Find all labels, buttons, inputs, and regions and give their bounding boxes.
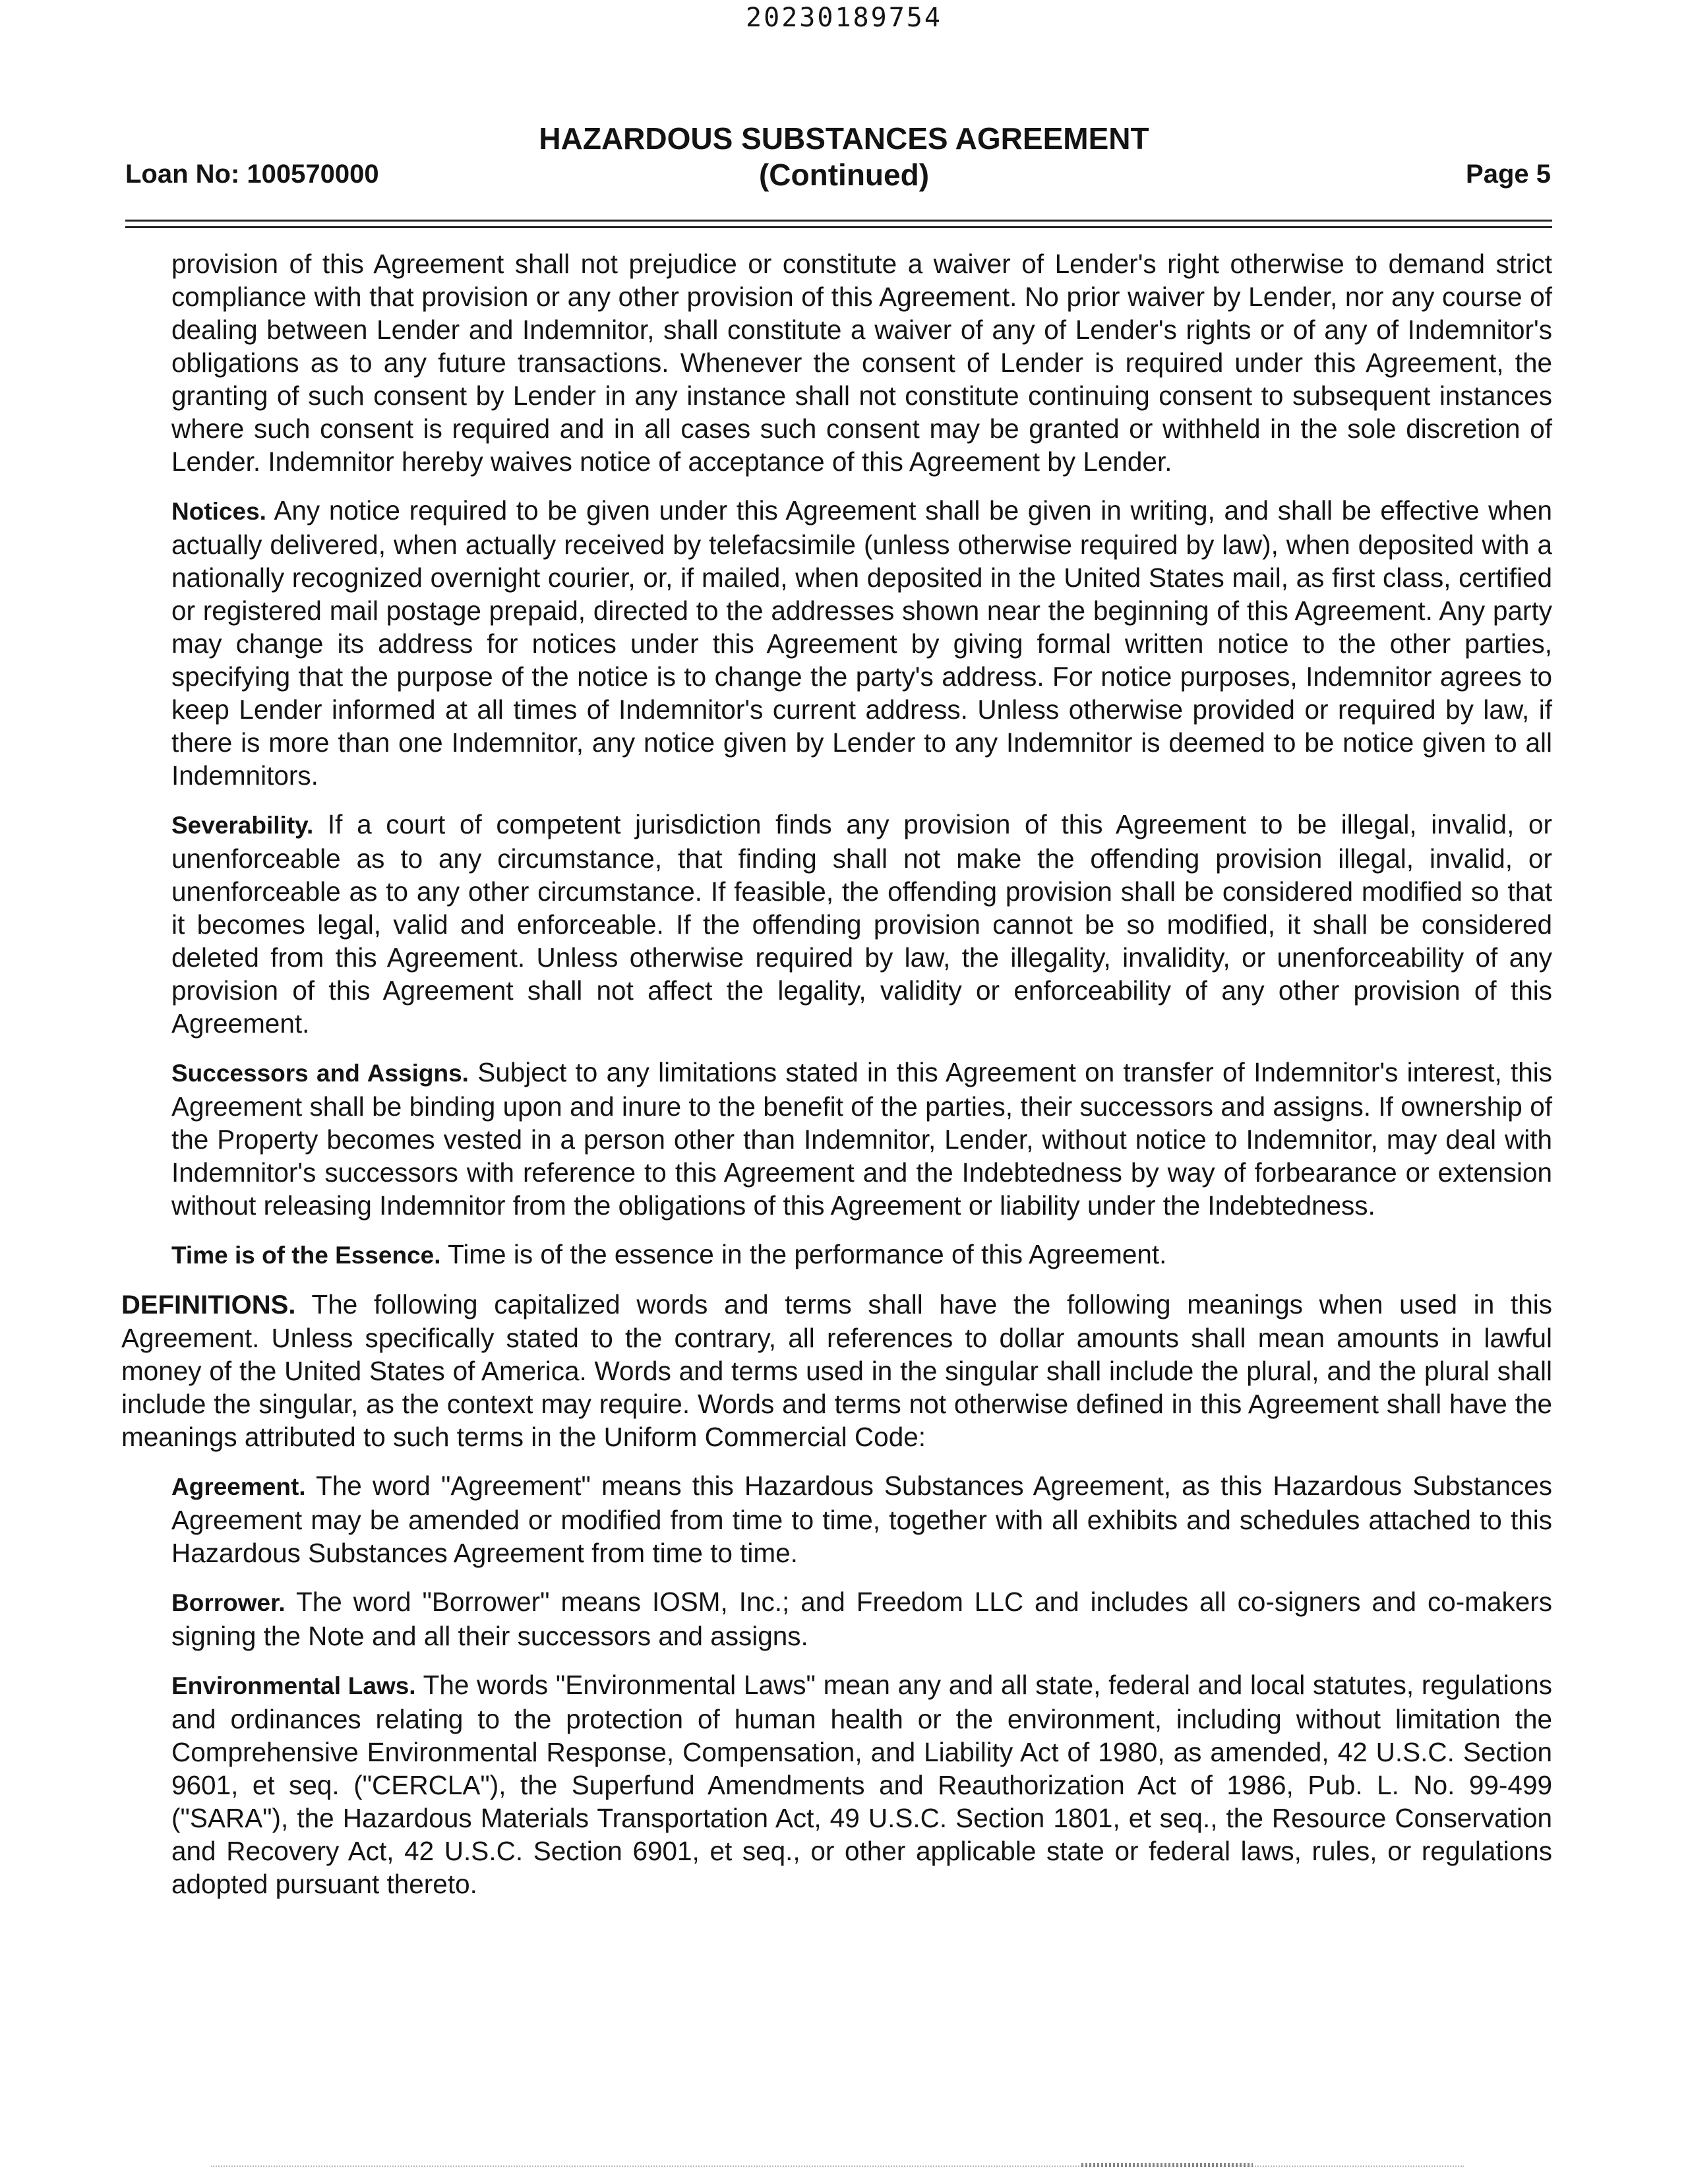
paragraph-successors	[171, 1056, 1552, 1222]
page-number: Page 5	[1466, 160, 1551, 189]
document-title: HAZARDOUS SUBSTANCES AGREEMENT	[539, 121, 1149, 156]
scan-artifact-line	[211, 2166, 1464, 2168]
paragraph-definitions	[121, 1288, 1552, 1453]
paragraph-text: Time is of the essence in the performance of this Agreement.	[448, 1239, 1167, 1269]
definition-agreement	[171, 1469, 1552, 1569]
document-body	[0, 247, 1688, 1916]
paragraph-heading: Environmental Laws.	[171, 1672, 416, 1699]
paragraph-severability	[171, 808, 1552, 1040]
loan-number: Loan No: 100570000	[125, 160, 379, 189]
paragraph-text: Any notice required to be given under this Agreement shall be given in writing, and shall be effective when actually delivered, when actually received by telefacsimile (unless otherwise required by law), when deposited with a nationally recognized overnight courier, or, if mailed, when deposited in the United States mail, as first class, certified or registered mail postage prepaid, directed to the addresses shown near the beginning of this Agreement. Any party may change its address for notices under this Agreement by giving formal written notice to the other parties, specifying that the purpose of the notice is to change the party's address. For notice purposes, Indemnitor agrees to keep Lender informed at all times of Indemnitor's current address. Unless otherwise provided or required by law, if there is more than one Indemnitor, any notice given by Lender to any Indemnitor is deemed to be notice given to all Indemnitors.	[171, 495, 1552, 791]
paragraph-heading: Successors and Assigns.	[171, 1060, 469, 1087]
paragraph-heading: Time is of the Essence.	[171, 1242, 441, 1269]
paragraph-text: Subject to any limitations stated in this Agreement on transfer of Indemnitor's interest, this Agreement shall be binding upon and inure to the benefit of the parties, their successors and assigns. If ownership of the Property becomes vested in a person other than Indemnitor, Lender, without notice to Indemnitor, may deal with Indemnitor's successors with reference to this Agreement and the Indebtedness by way of forbearance or extension without releasing Indemnitor from the obligations of this Agreement or liability under the Indebtedness.	[171, 1057, 1552, 1221]
continued-label: (Continued)	[758, 158, 930, 192]
definition-environmental-laws	[171, 1668, 1552, 1900]
paragraph-text: The word "Borrower" means IOSM, Inc.; and Freedom LLC and includes all co-signers and co-makers signing the Note and all their successors and assigns.	[171, 1587, 1553, 1651]
paragraph-notices	[171, 494, 1552, 792]
definition-borrower	[171, 1585, 1552, 1653]
paragraph-heading: Borrower.	[171, 1589, 286, 1616]
paragraph-heading: Notices.	[171, 498, 266, 525]
paragraph-text: provision of this Agreement shall not prejudice or constitute a waiver of Lender's right otherwise to demand strict compliance with that provision or any other provision of this Agreement. No prior waiver by Lender, nor any course of dealing between Lender and Indemnitor, shall constitute a waiver of any of Lender's rights or of any of Indemnitor's obligations as to any future transactions. Whenever the consent of Lender is required under this Agreement, the granting of such consent by Lender in any instance shall not constitute continuing consent to subsequent instances where such consent is required and in all cases such consent may be granted or withheld in the sole discretion of Lender. Indemnitor hereby waives notice of acceptance of this Agreement by Lender.	[171, 249, 1552, 477]
paragraph-heading: Agreement.	[171, 1473, 306, 1500]
section-heading: DEFINITIONS.	[121, 1290, 296, 1320]
paragraph-text: The word "Agreement" means this Hazardous Substances Agreement, as this Hazardous Substances Agreement may be amended or modified from time to time, together with all exhibits and schedules attached to this Hazardous Substances Agreement from time to time.	[171, 1471, 1553, 1568]
document-number: 20230189754	[746, 3, 942, 33]
paragraph-text: If a court of competent jurisdiction finds any provision of this Agreement to be illegal, invalid, or unenforceable as to any circumstance, that finding shall not make the offending provision illegal, invalid, or unenforceable as to any other circumstance. If feasible, the offending provision shall be considered modified so that it becomes legal, valid and enforceable. If the offending provision cannot be so modified, it shall be considered deleted from this Agreement. Unless otherwise required by law, the illegality, invalidity, or unenforceability of any provision of this Agreement shall not affect the legality, validity or enforceability of any other provision of this Agreement.	[171, 809, 1552, 1039]
scan-artifact-bar	[1081, 2163, 1253, 2167]
paragraph-text: The words "Environmental Laws" mean any and all state, federal and local statutes, regulations and ordinances relating to the protection of human health or the environment, including without limitation the Comprehensive Environmental Response, Compensation, and Liability Act of 1980, as amended, 42 U.S.C. Section 9601, et seq. ("CERCLA"), the Superfund Amendments and Reauthorization Act of 1986, Pub. L. No. 99-499 ("SARA"), the Hazardous Materials Transportation Act, 49 U.S.C. Section 1801, et seq., the Resource Conservation and Recovery Act, 42 U.S.C. Section 6901, et seq., or other applicable state or federal laws, rules, or regulations adopted pursuant thereto.	[171, 1670, 1552, 1899]
paragraph-text: The following capitalized words and terms shall have the following meanings when used in this Agreement. Unless specifically stated to the contrary, all references to dollar amounts shall mean amounts in lawful money of the United States of America. Words and terms used in the singular shall include the plural, and the plural shall include the singular, as the context may require. Words and terms not otherwise defined in this Agreement shall have the meanings attributed to such terms in the Uniform Commercial Code:	[121, 1289, 1552, 1452]
paragraph-waiver-continuation	[171, 247, 1552, 478]
paragraph-time-essence	[171, 1238, 1552, 1272]
header-rule-top	[125, 220, 1552, 222]
paragraph-heading: Severability.	[171, 812, 314, 839]
header-rule-bottom	[125, 226, 1552, 228]
